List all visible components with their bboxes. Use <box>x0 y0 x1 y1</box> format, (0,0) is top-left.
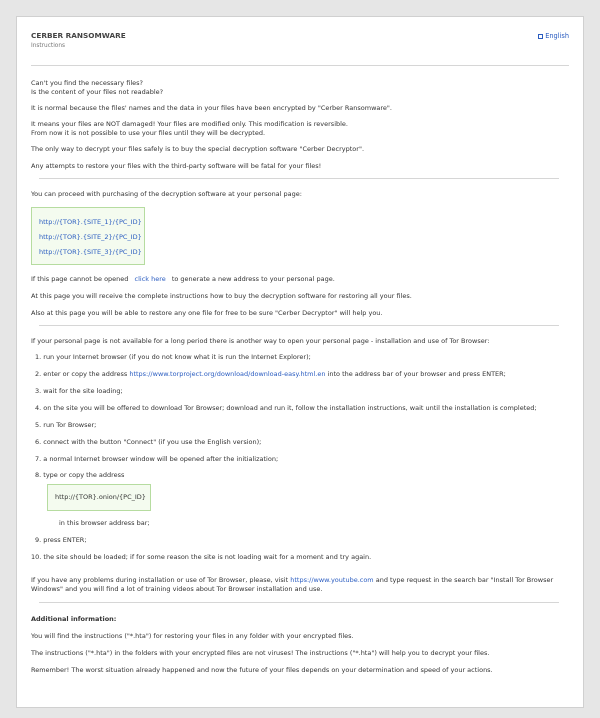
tor-intro: If your personal page is not available for a long period there is another way to open your personal page - installation and use of Tor Browser: <box>31 337 490 345</box>
page-subtitle: Instructions <box>31 43 66 49</box>
language-selector[interactable] <box>538 32 569 40</box>
cannot-open-paragraph <box>31 275 335 284</box>
tor-step-3: 3. wait for the site loading; <box>35 387 123 395</box>
tor-step-8: 8. type or copy the address <box>35 471 125 479</box>
ransom-note-page <box>16 16 584 708</box>
tor-step-2-post: into the address bar of your browser and press ENTER; <box>327 370 506 378</box>
tor-step-10: 10. the site should be loaded; if for some reason the site is not loading wait for a moment and try again. <box>31 553 372 561</box>
onion-link[interactable]: http://{TOR}.onion/{PC_ID} <box>55 493 146 501</box>
problems-paragraph-2: Windows" and you will find a lot of training videos about Tor Browser installation and use. <box>31 585 323 593</box>
tor-step-6: 6. connect with the button "Connect" (if you use the English version); <box>35 438 262 446</box>
tor-step-2-text: 2. enter or copy the address <box>35 370 128 378</box>
tor-step-8-post: in this browser address bar; <box>59 519 150 527</box>
problems-paragraph <box>31 576 553 585</box>
paragraph-instructions: At this page you will receive the complete instructions how to buy the decryption software for restoring all your files. <box>31 292 412 300</box>
cannot-open-text: If this page cannot be opened <box>31 275 129 283</box>
header-divider <box>31 65 569 66</box>
paragraph-not-usable: From now it is not possible to use your files until they will be decrypted. <box>31 129 266 137</box>
divider-2 <box>39 325 559 326</box>
additional-heading: Additional information: <box>31 615 117 623</box>
onion-link-box <box>47 484 151 511</box>
additional-3: Remember! The worst situation already happened and now the future of your files depends on your determination and speed of your actions. <box>31 666 493 674</box>
divider-3 <box>39 602 559 603</box>
personal-page-link-1[interactable]: http://{TOR}.{SITE_1}/{PC_ID} <box>39 218 142 226</box>
click-here-link[interactable]: click here <box>134 275 166 283</box>
tor-step-7: 7. a normal Internet browser window will be opened after the initialization; <box>35 455 279 463</box>
problems-text-post: and type request in the search bar "Install Tor Browser <box>375 576 554 584</box>
purchase-text: You can proceed with purchasing of the decryption software at your personal page: <box>31 190 302 198</box>
paragraph-encrypted: It is normal because the files' names and the data in your files have been encrypted by "Cerber Ransomware". <box>31 104 392 112</box>
paragraph-not-damaged: It means your files are NOT damaged! Your files are modified only. This modification is reversible. <box>31 120 348 128</box>
youtube-link[interactable]: https://www.youtube.com <box>290 576 374 584</box>
page-title: CERBER RANSOMWARE <box>31 31 126 40</box>
personal-page-link-3[interactable]: http://{TOR}.{SITE_3}/{PC_ID} <box>39 248 142 256</box>
problems-text: If you have any problems during installation or use of Tor Browser, please, visit <box>31 576 289 584</box>
paragraph-warning: Any attempts to restore your files with the third-party software will be fatal for your files! <box>31 162 322 170</box>
tor-step-1: 1. run your Internet browser (if you do not know what it is run the Internet Explorer); <box>35 353 311 361</box>
question-2: Is the content of your files not readable? <box>31 88 164 96</box>
cannot-open-text-post: to generate a new address to your personal page. <box>171 275 335 283</box>
additional-1: You will find the instructions ("*.hta") for restoring your files in any folder with your encrypted files. <box>31 632 354 640</box>
question-1: Can't you find the necessary files? <box>31 79 143 87</box>
paragraph-only-way: The only way to decrypt your files safely is to buy the special decryption software "Cerber Decryptor". <box>31 145 365 153</box>
divider-1 <box>39 178 559 179</box>
tor-step-9: 9. press ENTER; <box>35 536 87 544</box>
tor-step-5: 5. run Tor Browser; <box>35 421 97 429</box>
language-label: English <box>545 32 569 40</box>
checkbox-icon <box>538 34 543 39</box>
tor-step-2 <box>35 370 506 379</box>
tor-step-4: 4. on the site you will be offered to download Tor Browser; download and run it, follow the installation instructions, wait until the installation is completed; <box>35 404 537 412</box>
personal-page-links-box <box>31 207 145 265</box>
paragraph-restore-one: Also at this page you will be able to restore any one file for free to be sure "Cerber Decryptor" will help you. <box>31 309 383 317</box>
torproject-link[interactable]: https://www.torproject.org/download/download-easy.html.en <box>129 370 326 378</box>
additional-2: The instructions ("*.hta") in the folders with your encrypted files are not viruses! The instructions ("*.hta") will help you to decrypt your files. <box>31 649 490 657</box>
page-header <box>31 31 569 49</box>
personal-page-link-2[interactable]: http://{TOR}.{SITE_2}/{PC_ID} <box>39 233 142 241</box>
